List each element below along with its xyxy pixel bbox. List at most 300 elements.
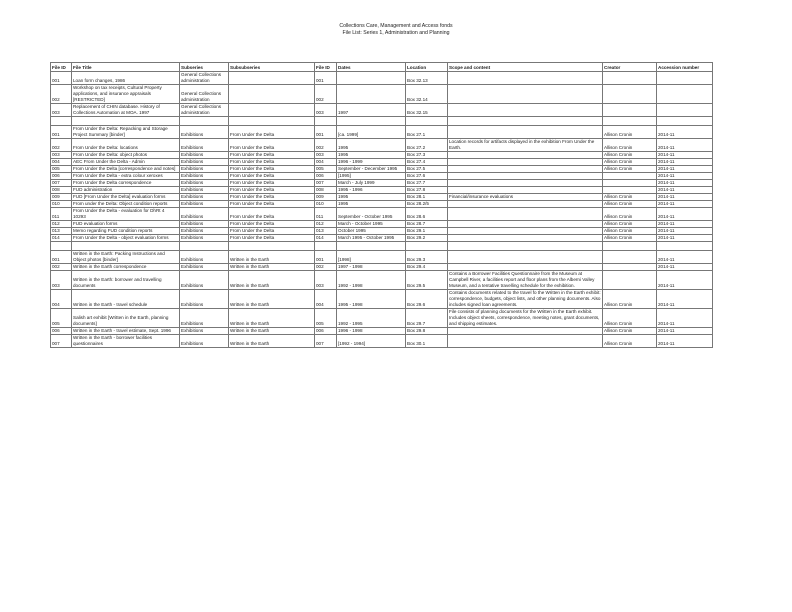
cell-location: Box 27.1	[406, 126, 448, 139]
cell-location: Box 32.15	[406, 104, 448, 117]
cell-file-id: 002	[51, 85, 72, 104]
cell-scope: Financial/insurance evaluations	[448, 194, 603, 201]
cell-scope	[448, 208, 603, 221]
cell-file-title: Written in the Earth: Packing Instructions and Object photos [binder]	[72, 251, 180, 264]
empty-cell	[406, 242, 448, 251]
cell-file-id-2: 004	[315, 290, 337, 309]
cell-file-id-2: 003	[315, 271, 337, 290]
cell-dates	[337, 72, 406, 85]
cell-accession: 2014-11	[657, 335, 713, 348]
cell-subseries: General Collections administration	[180, 72, 229, 85]
cell-dates: September - December 1995	[337, 166, 406, 173]
table-row	[51, 152, 713, 159]
cell-subsubseries: From Under the Delta	[229, 126, 315, 139]
cell-location: Box 29.5	[406, 271, 448, 290]
table-row	[51, 271, 713, 290]
cell-subsubseries: Written in the Earth	[229, 328, 315, 335]
cell-creator: Allison Cronin	[603, 152, 657, 159]
col-header-file-id-2: File ID	[315, 63, 337, 72]
cell-scope	[448, 85, 603, 104]
col-header-accession: Accession number	[657, 63, 713, 72]
cell-subsubseries: Written in the Earth	[229, 309, 315, 328]
cell-scope: Location records for artifacts displayed in the exhibition From Under the Earth.	[448, 139, 603, 152]
cell-file-id-2: 012	[315, 221, 337, 228]
cell-file-id-2: 010	[315, 201, 337, 208]
cell-creator	[603, 173, 657, 180]
cell-creator: Allison Cronin	[603, 335, 657, 348]
cell-subsubseries: From Under the Delta	[229, 187, 315, 194]
document-subtitle: File List: Series 1, Administration and Planning	[342, 30, 450, 36]
cell-file-title: Written in the Earth - travel estimate, Sept. 1996	[72, 328, 180, 335]
cell-scope	[448, 228, 603, 235]
empty-cell	[406, 117, 448, 126]
cell-creator: Allison Cronin	[603, 201, 657, 208]
cell-dates: 1995 - 1998	[337, 290, 406, 309]
cell-dates: 1997 - 1998	[337, 264, 406, 271]
cell-file-id: 012	[51, 221, 72, 228]
cell-location: Box 29.6	[406, 290, 448, 309]
cell-scope	[448, 264, 603, 271]
table-row	[51, 201, 713, 208]
cell-location: Box 32.14	[406, 85, 448, 104]
cell-subsubseries: Written in the Earth	[229, 264, 315, 271]
cell-creator: Allison Cronin	[603, 194, 657, 201]
table-row	[51, 228, 713, 235]
cell-dates: 1996 - 1998	[337, 328, 406, 335]
cell-accession: 2014-11	[657, 173, 713, 180]
col-header-dates: Dates	[337, 63, 406, 72]
empty-cell	[657, 117, 713, 126]
empty-cell	[72, 117, 180, 126]
cell-location: Box 28.7	[406, 221, 448, 228]
cell-location: Box 27.2	[406, 139, 448, 152]
cell-scope	[448, 201, 603, 208]
cell-file-id: 003	[51, 104, 72, 117]
empty-cell	[72, 242, 180, 251]
cell-creator: Allison Cronin	[603, 126, 657, 139]
cell-creator: Allison Cronin	[603, 328, 657, 335]
table-row	[51, 126, 713, 139]
cell-accession: 2014-11	[657, 180, 713, 187]
cell-file-id-2: 013	[315, 228, 337, 235]
cell-file-id-2: 001	[315, 72, 337, 85]
cell-subseries: Exhibitions	[180, 271, 229, 290]
cell-subseries: Exhibitions	[180, 208, 229, 221]
cell-accession: 2014-11	[657, 290, 713, 309]
cell-subseries: Exhibitions	[180, 194, 229, 201]
empty-cell	[51, 117, 72, 126]
col-header-scope: Scope and content	[448, 63, 603, 72]
empty-cell	[315, 117, 337, 126]
cell-file-title: From Under the Delta: object photos	[72, 152, 180, 159]
cell-file-id: 001	[51, 126, 72, 139]
table-row	[51, 180, 713, 187]
cell-file-id: 003	[51, 152, 72, 159]
cell-location: Box 29.3	[406, 251, 448, 264]
cell-creator	[603, 264, 657, 271]
cell-accession: 2014-11	[657, 208, 713, 221]
cell-file-title: From Under the Delta correspondence	[72, 180, 180, 187]
cell-file-id-2: 004	[315, 159, 337, 166]
cell-subseries: Exhibitions	[180, 264, 229, 271]
cell-scope	[448, 251, 603, 264]
cell-file-id: 005	[51, 166, 72, 173]
cell-dates: 1995	[337, 201, 406, 208]
cell-subsubseries	[229, 85, 315, 104]
cell-subseries: Exhibitions	[180, 159, 229, 166]
cell-file-id: 005	[51, 309, 72, 328]
cell-file-title: Salish art exhibit [Written in the Earth, planning documents]	[72, 309, 180, 328]
cell-location: Box 29.4	[406, 264, 448, 271]
cell-file-id-2: 009	[315, 194, 337, 201]
cell-subseries: Exhibitions	[180, 180, 229, 187]
cell-scope	[448, 166, 603, 173]
cell-subseries: Exhibitions	[180, 201, 229, 208]
file-list-table	[50, 62, 713, 348]
cell-subseries: Exhibitions	[180, 166, 229, 173]
cell-accession: 2014-11	[657, 328, 713, 335]
cell-scope	[448, 173, 603, 180]
cell-location: Box 29.8	[406, 328, 448, 335]
cell-location: Box 28.2/5	[406, 201, 448, 208]
table-row	[51, 104, 713, 117]
cell-dates: 1997	[337, 104, 406, 117]
cell-file-title: Written in the Earth correspondence	[72, 264, 180, 271]
cell-file-id: 007	[51, 335, 72, 348]
empty-cell	[315, 242, 337, 251]
cell-dates: 1995 - 1996	[337, 187, 406, 194]
cell-dates: 1995	[337, 139, 406, 152]
cell-file-title: FUD evaluation forms	[72, 221, 180, 228]
cell-subsubseries: From Under the Delta	[229, 159, 315, 166]
cell-file-title: From Under the Delta: Repacking and Storage Project Summary [binder]	[72, 126, 180, 139]
cell-accession	[657, 85, 713, 104]
cell-scope: Contains a Borrower Facilities Questionnaire from the Museum at Campbell River, a facilities report and floor plans from the Alberni Valley Museum, and a tentative travelling schedule for the exhibition.	[448, 271, 603, 290]
cell-scope	[448, 126, 603, 139]
cell-accession: 2014-11	[657, 271, 713, 290]
table-row	[51, 309, 713, 328]
cell-file-title: Workshop on tax receipts, Cultural Property applications, and insurance appraisals [RESTRICTED]	[72, 85, 180, 104]
empty-cell	[603, 117, 657, 126]
empty-cell	[603, 242, 657, 251]
cell-accession: 2014-11	[657, 264, 713, 271]
cell-file-title: Written in the Earth - borrower facilities questionnaires	[72, 335, 180, 348]
cell-file-id: 011	[51, 208, 72, 221]
cell-creator	[603, 187, 657, 194]
cell-location: Box 29.7	[406, 309, 448, 328]
cell-subsubseries: Written in the Earth	[229, 335, 315, 348]
cell-dates: October 1995	[337, 228, 406, 235]
cell-location: Box 27.6	[406, 173, 448, 180]
cell-subsubseries: From Under the Delta	[229, 180, 315, 187]
col-header-creator: Creator	[603, 63, 657, 72]
cell-scope: Contains documents related to the travel fo the Written in the Earth exhibit: correspondence, budgets, object lists, and other planning documents. Also includes signed loan agreements.	[449, 290, 601, 307]
empty-cell	[337, 117, 406, 126]
cell-file-id: 001	[51, 72, 72, 85]
cell-scope	[448, 159, 603, 166]
cell-dates: 1996 - 1999	[337, 159, 406, 166]
cell-file-title: Loan form changes, 1986	[72, 72, 180, 85]
cell-subsubseries: Written in the Earth	[229, 271, 315, 290]
cell-creator	[603, 104, 657, 117]
cell-file-id-2: 003	[315, 152, 337, 159]
table-row	[51, 139, 713, 152]
col-header-subseries: Subseries	[180, 63, 229, 72]
table-row	[51, 290, 713, 309]
cell-scope: File consists of planning documents for the Written in the Earth exhibit. Includes object sheets, correspondence, meeting notes, grant documents, and shipping estimates.	[448, 309, 603, 328]
cell-file-id-2: 002	[315, 85, 337, 104]
cell-location: Box 27.5	[406, 166, 448, 173]
cell-subsubseries: Written in the Earth	[229, 251, 315, 264]
cell-subseries: Exhibitions	[180, 290, 229, 309]
cell-accession	[657, 104, 713, 117]
cell-location: Box 29.1	[406, 228, 448, 235]
cell-file-id: 007	[51, 180, 72, 187]
cell-file-id: 003	[51, 271, 72, 290]
cell-accession: 2014-11	[657, 187, 713, 194]
cell-file-id-2: 011	[315, 208, 337, 221]
cell-scope	[448, 235, 603, 242]
cell-dates: [1992 - 1994]	[337, 335, 406, 348]
cell-location: Box 27.7	[406, 180, 448, 187]
table-row	[51, 166, 713, 173]
cell-subsubseries	[229, 104, 315, 117]
cell-file-id-2: 002	[315, 264, 337, 271]
cell-subsubseries: From Under the Delta	[229, 173, 315, 180]
cell-subseries: Exhibitions	[180, 251, 229, 264]
cell-file-id: 009	[51, 194, 72, 201]
cell-subsubseries: From Under the Delta	[229, 139, 315, 152]
cell-file-title: From under the Delta: Object condition reports	[72, 201, 180, 208]
cell-scope	[448, 187, 603, 194]
cell-accession: 2014-11	[657, 126, 713, 139]
cell-file-id: 002	[51, 139, 72, 152]
cell-file-id-2: 006	[315, 173, 337, 180]
table-row	[51, 208, 713, 221]
table-row	[51, 251, 713, 264]
cell-location: Box 28.1	[406, 194, 448, 201]
cell-subsubseries: From Under the Delta	[229, 235, 315, 242]
cell-subseries: General Collections administration	[180, 85, 229, 104]
cell-file-title: Written in the Earth: borrower and travelling documents	[72, 271, 180, 290]
cell-subseries: Exhibitions	[180, 152, 229, 159]
cell-subseries: Exhibitions	[180, 235, 229, 242]
table-row	[51, 264, 713, 271]
cell-dates: [1995]	[337, 173, 406, 180]
cell-scope	[448, 72, 603, 85]
cell-location: Box 30.1	[406, 335, 448, 348]
cell-subseries: Exhibitions	[180, 126, 229, 139]
table-row	[51, 187, 713, 194]
cell-accession: 2014-11	[657, 166, 713, 173]
cell-file-id: 006	[51, 328, 72, 335]
cell-file-id-2: 002	[315, 139, 337, 152]
cell-file-title: From Under the Delta - evaluation for DhRt 4 10293	[72, 208, 180, 221]
cell-file-title: AEC From Under the Delta - Admin	[72, 159, 180, 166]
col-header-file-title: File Title	[72, 63, 180, 72]
cell-subseries: Exhibitions	[180, 221, 229, 228]
cell-file-title: From Under the Delta - extra colour xeroxes	[72, 173, 180, 180]
cell-subseries: Exhibitions	[180, 228, 229, 235]
cell-location: Box 27.4	[406, 159, 448, 166]
cell-subsubseries: From Under the Delta	[229, 201, 315, 208]
cell-creator: Allison Cronin	[603, 166, 657, 173]
cell-file-id: 014	[51, 235, 72, 242]
cell-creator	[603, 85, 657, 104]
cell-file-title: From Under the Delta: locations	[72, 139, 180, 152]
cell-creator: Allison Cronin	[603, 309, 657, 328]
empty-cell	[229, 117, 315, 126]
cell-subseries: General Collections administration	[180, 104, 229, 117]
cell-file-id-2: 005	[315, 166, 337, 173]
col-header-subsubseries: Subsubseries	[229, 63, 315, 72]
spacer-row	[51, 117, 713, 126]
table-row	[51, 328, 713, 335]
table-row	[51, 335, 713, 348]
cell-file-id: 008	[51, 187, 72, 194]
cell-subseries: Exhibitions	[180, 335, 229, 348]
cell-dates: [1998]	[337, 251, 406, 264]
cell-scope	[448, 221, 603, 228]
cell-file-id-2: 001	[315, 126, 337, 139]
cell-accession	[657, 72, 713, 85]
cell-file-id-2: 007	[315, 335, 337, 348]
cell-dates: 1995	[337, 194, 406, 201]
cell-dates: 1992 - 1998	[337, 271, 406, 290]
cell-creator	[603, 72, 657, 85]
cell-file-id-2: 003	[315, 104, 337, 117]
cell-subseries: Exhibitions	[180, 187, 229, 194]
table-row	[51, 173, 713, 180]
cell-subsubseries: From Under the Delta	[229, 208, 315, 221]
cell-dates: 1995	[337, 152, 406, 159]
cell-creator: Allison Cronin	[603, 228, 657, 235]
cell-scope	[448, 180, 603, 187]
cell-file-id: 013	[51, 228, 72, 235]
cell-dates: 1992 - 1995	[337, 309, 406, 328]
cell-dates: March 1995 - October 1995	[337, 235, 406, 242]
cell-creator: Allison Cronin	[603, 221, 657, 228]
cell-location: Box 27.3	[406, 152, 448, 159]
cell-location: Box 29.2	[406, 235, 448, 242]
cell-accession: 2014-11	[657, 251, 713, 264]
cell-location: Box 28.6	[406, 208, 448, 221]
cell-dates: March - October 1995	[337, 221, 406, 228]
cell-accession: 2014-11	[657, 139, 713, 152]
cell-file-title: Memo regarding FUD condition reports	[72, 228, 180, 235]
cell-dates: [ca. 1999]	[337, 126, 406, 139]
cell-subsubseries: From Under the Delta	[229, 221, 315, 228]
cell-file-id: 010	[51, 201, 72, 208]
cell-file-id-2: 008	[315, 187, 337, 194]
col-header-file-id: File ID	[51, 63, 72, 72]
empty-cell	[180, 242, 229, 251]
cell-creator: Allison Cronin	[603, 139, 657, 152]
cell-file-id: 006	[51, 173, 72, 180]
col-header-location: Location	[406, 63, 448, 72]
empty-cell	[51, 242, 72, 251]
cell-accession: 2014-11	[657, 221, 713, 228]
cell-file-id-2: 006	[315, 328, 337, 335]
header-row	[51, 63, 713, 72]
cell-scope	[448, 104, 603, 117]
cell-file-id-2: 005	[315, 309, 337, 328]
table-row	[51, 85, 713, 104]
empty-cell	[229, 242, 315, 251]
cell-subseries: Exhibitions	[180, 173, 229, 180]
table-row	[51, 72, 713, 85]
empty-cell	[448, 117, 603, 126]
table-row	[51, 235, 713, 242]
cell-accession: 2014-11	[657, 309, 713, 328]
cell-file-title: From Under the Delta [correspondence and notes]	[72, 166, 180, 173]
cell-subseries: Exhibitions	[180, 139, 229, 152]
cell-subsubseries: From Under the Delta	[229, 228, 315, 235]
cell-file-id: 002	[51, 264, 72, 271]
cell-dates: March - July 1999	[337, 180, 406, 187]
cell-creator	[603, 271, 657, 290]
cell-file-id-2: 007	[315, 180, 337, 187]
cell-creator: Allison Cronin	[603, 290, 657, 309]
cell-scope	[448, 335, 603, 348]
cell-scope	[448, 328, 603, 335]
cell-creator	[603, 251, 657, 264]
cell-creator: Allison Cronin	[603, 159, 657, 166]
cell-file-title: FUD administration	[72, 187, 180, 194]
table-row	[51, 194, 713, 201]
cell-accession: 2014-11	[657, 228, 713, 235]
cell-creator: Allison Cronin	[603, 235, 657, 242]
cell-location: Box 32.13	[406, 72, 448, 85]
empty-cell	[180, 117, 229, 126]
spacer-row	[51, 242, 713, 251]
cell-accession: 2014-11	[657, 152, 713, 159]
cell-file-id: 001	[51, 251, 72, 264]
cell-subsubseries: Written in the Earth	[229, 290, 315, 309]
cell-dates	[337, 85, 406, 104]
cell-accession: 2014-11	[657, 194, 713, 201]
cell-creator: Allison Cronin	[603, 208, 657, 221]
empty-cell	[448, 242, 603, 251]
table-row	[51, 159, 713, 166]
cell-file-title: Written in the Earth - travel schedule	[72, 290, 180, 309]
cell-subsubseries: From Under the Delta	[229, 166, 315, 173]
cell-file-id-2: 001	[315, 251, 337, 264]
cell-scope	[448, 152, 603, 159]
cell-file-title: From Under the Delta - object evaluation forms	[72, 235, 180, 242]
cell-file-id: 004	[51, 290, 72, 309]
document-title: Collections Care, Management and Access fonds	[339, 23, 453, 29]
cell-file-id-2: 014	[315, 235, 337, 242]
cell-subsubseries	[229, 72, 315, 85]
cell-accession: 2014-11	[657, 159, 713, 166]
cell-subseries: Exhibitions	[180, 309, 229, 328]
cell-file-id: 004	[51, 159, 72, 166]
empty-cell	[657, 242, 713, 251]
cell-creator	[603, 180, 657, 187]
cell-location: Box 27.8	[406, 187, 448, 194]
table-row	[51, 221, 713, 228]
cell-accession: 2014-11	[657, 201, 713, 208]
cell-subsubseries: From Under the Delta	[229, 194, 315, 201]
cell-file-title: Replacement of CHIN database. History of Collections Automation at MOA. 1997	[72, 104, 180, 117]
cell-subseries: Exhibitions	[180, 328, 229, 335]
cell-accession: 2014-11	[657, 235, 713, 242]
cell-file-title: FUD [From Under the Delta] evaluation forms	[72, 194, 180, 201]
cell-subsubseries: From Under the Delta	[229, 152, 315, 159]
file-list-body	[51, 72, 713, 348]
cell-dates: September - October 1995	[337, 208, 406, 221]
